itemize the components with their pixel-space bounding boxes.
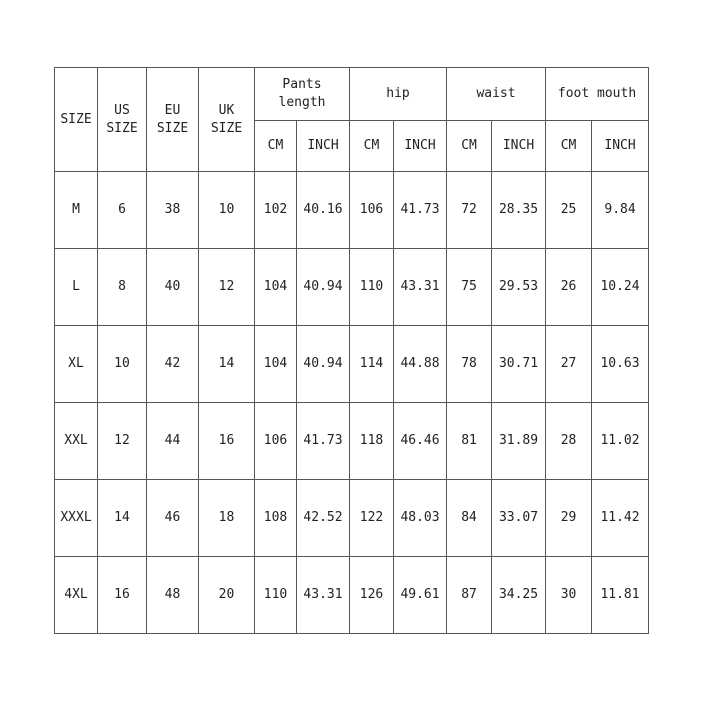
pants-length-cm-cell: 104 [255,326,297,403]
header-eu-size-line-2: SIZE [156,120,189,136]
header-pants-length [255,68,350,121]
foot-mouth-inch-cell: 11.02 [592,403,649,480]
size-cell: M [55,172,98,249]
header-uk-size [199,68,255,172]
header-uk-size-line-1: UK [218,102,235,118]
foot-mouth-cm-cell: 26 [546,249,592,326]
waist-inch-cell: 33.07 [492,480,546,557]
hip-cm-cell: 118 [350,403,394,480]
pants-length-cm-cell: 106 [255,403,297,480]
foot-mouth-inch-cell: 11.81 [592,557,649,634]
table-row [55,480,649,557]
size-chart-table [54,67,649,634]
hip-cm-cell: 114 [350,326,394,403]
foot-mouth-cm-cell: 27 [546,326,592,403]
unit-header: CM [447,121,492,172]
pants-length-inch-cell: 41.73 [297,403,350,480]
waist-inch-cell: 28.35 [492,172,546,249]
us-size-cell: 12 [98,403,147,480]
header-eu-size-line-1: EU [164,102,181,118]
pants-length-cm-cell: 104 [255,249,297,326]
hip-inch-cell: 43.31 [394,249,447,326]
waist-cm-cell: 81 [447,403,492,480]
foot-mouth-inch-cell: 11.42 [592,480,649,557]
header-us-size-line-2: SIZE [106,120,138,136]
pants-length-inch-cell: 40.94 [297,249,350,326]
unit-header: INCH [492,121,546,172]
waist-inch-cell: 31.89 [492,403,546,480]
waist-cm-cell: 75 [447,249,492,326]
foot-mouth-inch-cell: 10.24 [592,249,649,326]
size-cell: 4XL [55,557,98,634]
uk-size-cell: 14 [199,326,255,403]
hip-cm-cell: 126 [350,557,394,634]
unit-header: CM [546,121,592,172]
hip-cm-cell: 106 [350,172,394,249]
foot-mouth-inch-cell: 10.63 [592,326,649,403]
pants-length-cm-cell: 102 [255,172,297,249]
header-pants-length-line-1: Pants [282,77,322,92]
foot-mouth-cm-cell: 25 [546,172,592,249]
pants-length-cm-cell: 110 [255,557,297,634]
waist-cm-cell: 84 [447,480,492,557]
uk-size-cell: 20 [199,557,255,634]
hip-inch-cell: 48.03 [394,480,447,557]
us-size-cell: 8 [98,249,147,326]
eu-size-cell: 44 [147,403,199,480]
table-row [55,557,649,634]
unit-header: INCH [297,121,350,172]
header-waist: waist [447,68,546,121]
header-hip: hip [350,68,447,121]
hip-inch-cell: 44.88 [394,326,447,403]
waist-inch-cell: 34.25 [492,557,546,634]
unit-header: CM [350,121,394,172]
pants-length-inch-cell: 40.94 [297,326,350,403]
table-row [55,326,649,403]
eu-size-cell: 42 [147,326,199,403]
unit-header: INCH [592,121,649,172]
us-size-cell: 14 [98,480,147,557]
header-us-size-line-1: US [114,102,130,118]
hip-cm-cell: 122 [350,480,394,557]
size-cell: L [55,249,98,326]
header-us-size [98,68,147,172]
uk-size-cell: 12 [199,249,255,326]
hip-inch-cell: 46.46 [394,403,447,480]
header-eu-size [147,68,199,172]
uk-size-cell: 10 [199,172,255,249]
uk-size-cell: 16 [199,403,255,480]
header-uk-size-line-2: SIZE [210,120,243,136]
hip-inch-cell: 49.61 [394,557,447,634]
hip-cm-cell: 110 [350,249,394,326]
waist-inch-cell: 30.71 [492,326,546,403]
waist-cm-cell: 87 [447,557,492,634]
foot-mouth-cm-cell: 28 [546,403,592,480]
eu-size-cell: 38 [147,172,199,249]
eu-size-cell: 46 [147,480,199,557]
header-pants-length-line-2: length [278,95,326,110]
waist-cm-cell: 78 [447,326,492,403]
size-cell: XXL [55,403,98,480]
pants-length-inch-cell: 42.52 [297,480,350,557]
foot-mouth-inch-cell: 9.84 [592,172,649,249]
hip-inch-cell: 41.73 [394,172,447,249]
eu-size-cell: 48 [147,557,199,634]
header-size: SIZE [55,68,98,172]
foot-mouth-cm-cell: 29 [546,480,592,557]
pants-length-inch-cell: 40.16 [297,172,350,249]
size-cell: XXXL [55,480,98,557]
pants-length-inch-cell: 43.31 [297,557,350,634]
size-cell: XL [55,326,98,403]
unit-header: INCH [394,121,447,172]
table-row [55,249,649,326]
unit-header: CM [255,121,297,172]
waist-cm-cell: 72 [447,172,492,249]
table-row [55,403,649,480]
waist-inch-cell: 29.53 [492,249,546,326]
uk-size-cell: 18 [199,480,255,557]
us-size-cell: 6 [98,172,147,249]
us-size-cell: 10 [98,326,147,403]
eu-size-cell: 40 [147,249,199,326]
header-row-main [55,68,649,121]
us-size-cell: 16 [98,557,147,634]
size-chart-body [55,172,649,634]
table-row [55,172,649,249]
pants-length-cm-cell: 108 [255,480,297,557]
foot-mouth-cm-cell: 30 [546,557,592,634]
header-foot-mouth: foot mouth [546,68,649,121]
